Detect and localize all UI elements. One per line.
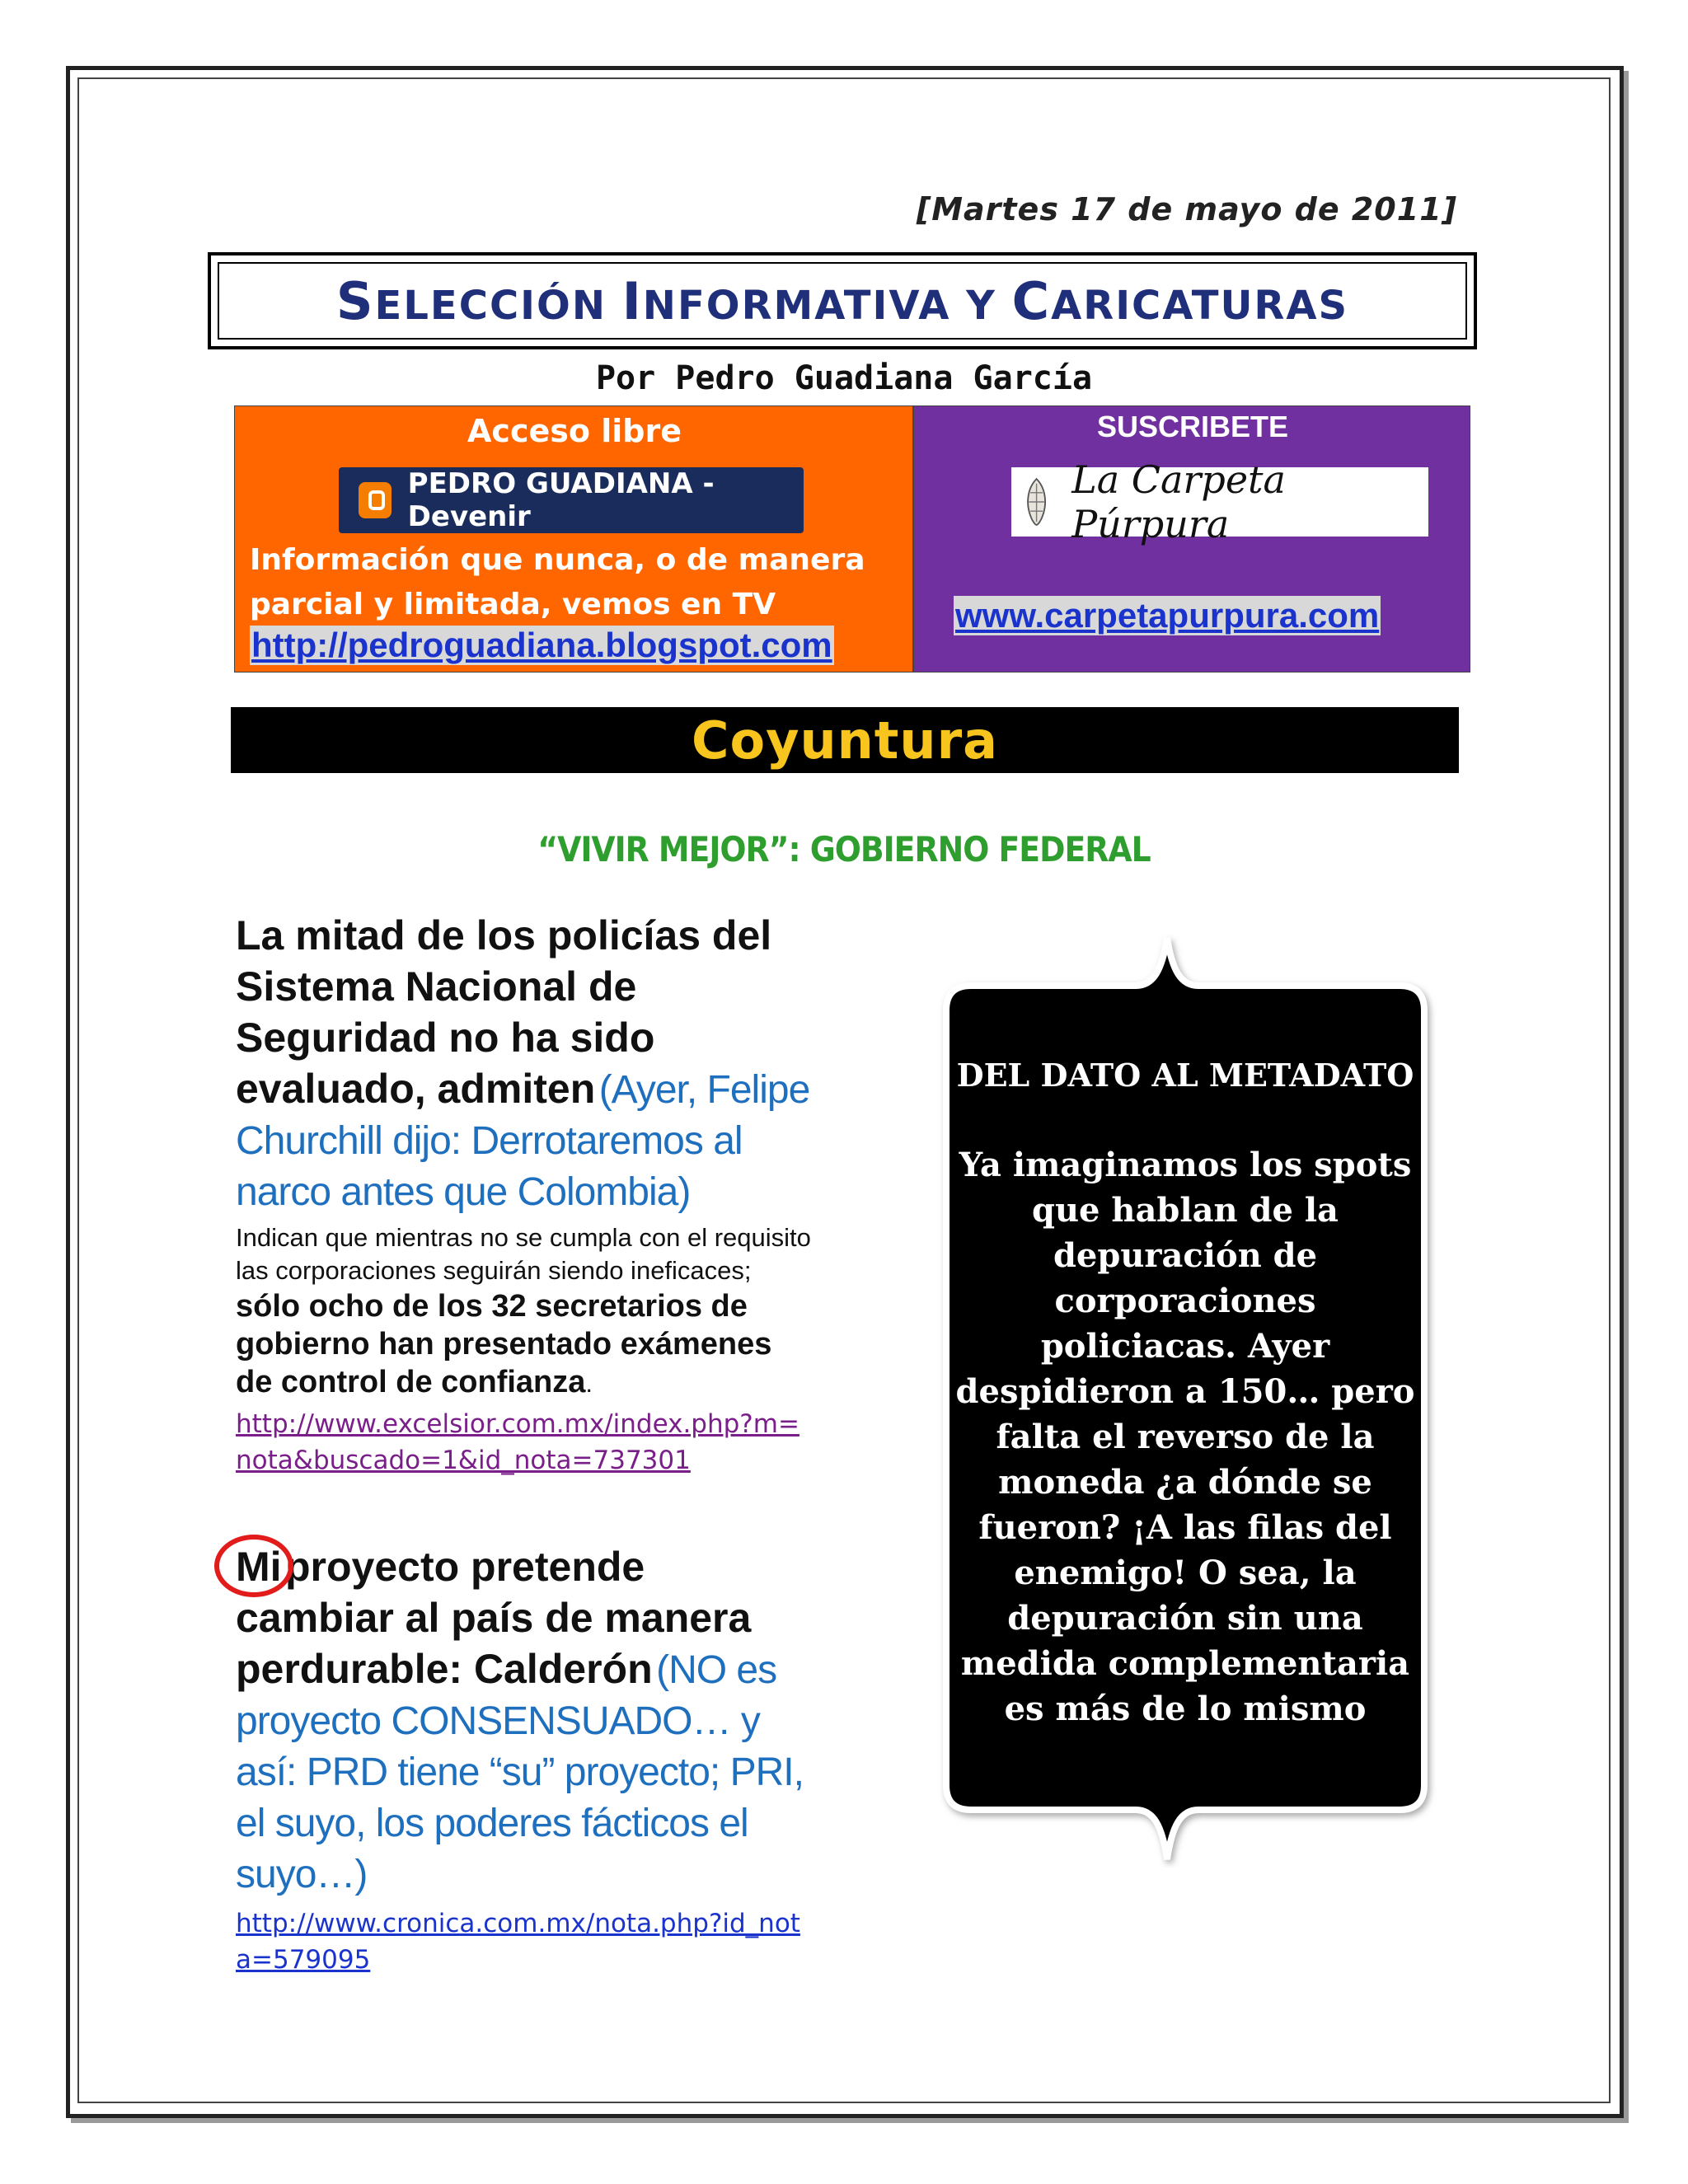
carpeta-purpura-logo[interactable] xyxy=(1011,457,1428,546)
article-1-body: Indican que mientras no se cumpla con el requisito las corporaciones seguirán siendo ineficaces; xyxy=(236,1223,811,1285)
article-2-headline: proyecto pretende cambiar al país de manera perdurable: Calderón xyxy=(236,1544,752,1692)
red-circle-highlight xyxy=(214,1535,293,1597)
article-2-headline-first: Mi xyxy=(236,1541,282,1592)
section-title: Coyuntura xyxy=(692,710,998,771)
article-1-comment: (Ayer, Felipe Churchill dijo: Derrotaremos al narco antes que Colombia) xyxy=(236,1068,810,1214)
blogger-icon xyxy=(359,482,392,518)
free-access-panel xyxy=(234,405,913,673)
free-access-description: Información que nunca, o de manera parcial y limitada, vemos en TV xyxy=(250,543,865,621)
carpeta-logo-text: La Carpeta Púrpura xyxy=(1071,457,1286,546)
subscribe-heading: SUSCRIBETE xyxy=(1096,410,1289,443)
article-2-comment: (NO es proyecto CONSENSUADO… y así: PRD tiene “su” proyecto; PRI, el suyo, los poderes fácticos el suyo…) xyxy=(236,1648,804,1896)
carpeta-link[interactable]: www.carpetapurpura.com xyxy=(955,596,1380,635)
callout-body: Ya imaginamos los spots que hablan de la depuración de corporaciones policiacas. Ayer despidieron a 150… pero falta el reverso de la moneda ¿a dónde se fueron? ¡A las filas del enemigo! O sea, la depuración sin una medida complementaria es más de lo mismo xyxy=(955,1146,1415,1728)
callout-title: DEL DATO AL METADATO xyxy=(956,1057,1414,1094)
article-1: La mitad de los policías del Sistema Nacional de Seguridad no ha sido evaluado, admiten (Ayer, Felipe Churchill dijo: Derrotaremos al narco antes que Colombia) Indican que mientras no se cumpla con el requisito las corporaciones seguirán siendo ineficaces; sólo ocho de los 32 secretarios de gobierno han presentado exámenes de control de confianza. http://www.excelsior.com.mx/index.php?m=nota&buscado=1&id_nota=737301 xyxy=(236,910,813,1479)
title-box xyxy=(208,252,1477,349)
page-title: SELECCIÓN INFORMATIVA Y CARICATURAS xyxy=(335,270,1349,331)
blogger-badge-label: PEDRO GUADIANA - Devenir xyxy=(407,467,715,533)
subheading: “VIVIR MEJOR”: GOBIERNO FEDERAL xyxy=(537,829,1151,869)
article-1-headline: La mitad de los policías del Sistema Nacional de Seguridad no ha sido evaluado, admiten xyxy=(236,912,772,1112)
article-2-link[interactable]: http://www.cronica.com.mx/nota.php?id_nota=579095 xyxy=(236,1909,800,1975)
blog-link[interactable]: http://pedroguadiana.blogspot.com xyxy=(251,626,832,664)
shell-icon xyxy=(1021,476,1052,528)
free-access-heading: Acceso libre xyxy=(467,413,682,449)
byline: Por Pedro Guadiana García xyxy=(595,359,1093,397)
callout-box xyxy=(930,928,1441,1868)
article-1-link[interactable]: http://www.excelsior.com.mx/index.php?m=nota&buscado=1&id_nota=737301 xyxy=(236,1409,799,1475)
article-1-body-bold: sólo ocho de los 32 secretarios de gobierno han presentado exámenes de control de confianza xyxy=(236,1289,772,1399)
article-2 xyxy=(236,1541,813,1978)
date-line: [Martes 17 de mayo de 2011] xyxy=(916,191,1457,227)
subscribe-panel xyxy=(913,405,1470,673)
blogger-badge[interactable] xyxy=(339,467,804,533)
section-bar xyxy=(231,707,1459,773)
